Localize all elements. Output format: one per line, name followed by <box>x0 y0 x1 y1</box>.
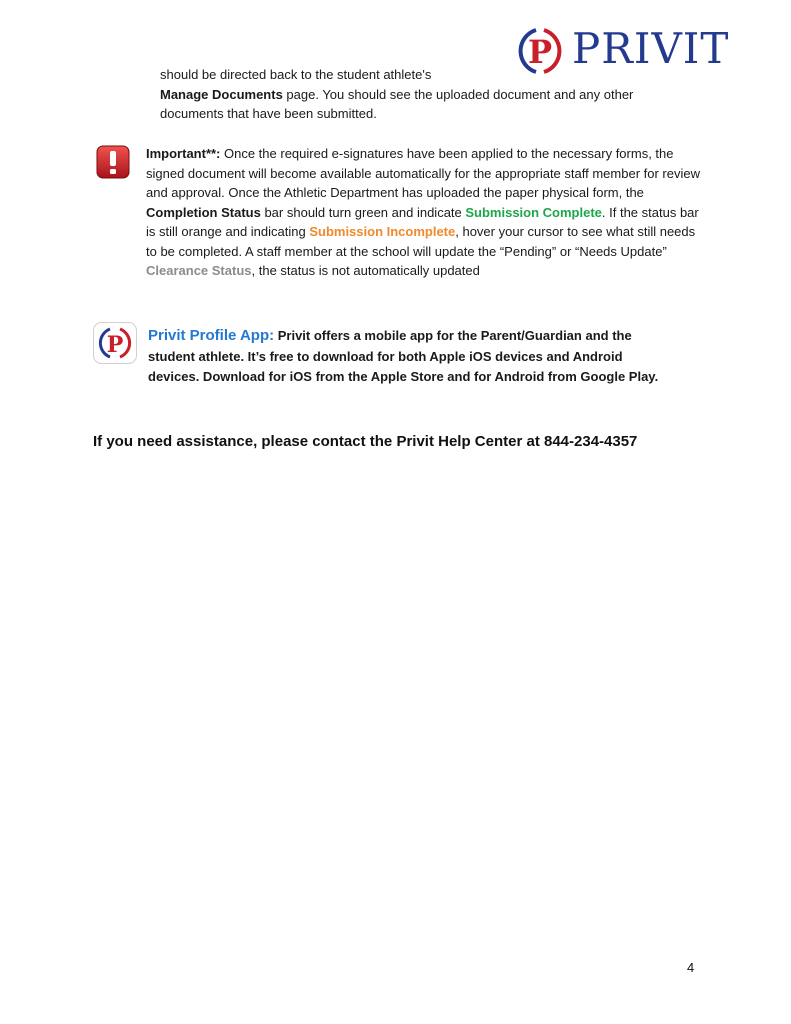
important-text-1: Once the required e-signatures have been applied to the necessary forms, the signed document will become available automatically for the appropriate staff member for review and approval. Once the Athletic Department has uploaded the paper physical form, the <box>146 146 700 200</box>
profile-app-line1: Privit offers a mobile app for the Parent/Guardian and the <box>274 328 632 343</box>
important-label: Important**: <box>146 146 221 161</box>
svg-text:P: P <box>106 332 124 358</box>
important-text-3: . If the status bar is still orange and indicating <box>146 204 699 239</box>
manage-documents-paragraph <box>160 65 680 124</box>
logo-wordmark: PRIVIT <box>572 24 730 73</box>
exclamation-icon <box>96 145 130 179</box>
help-center-contact: If you need assistance, please contact the Privit Help Center at 844-234-4357 <box>93 433 638 450</box>
manage-documents-label: Manage Documents <box>160 86 283 102</box>
para1-text-start: should be directed back to the student athlete's <box>160 67 432 82</box>
profile-app-lead <box>116 326 676 347</box>
important-text-5: , the status is not automatically updated <box>251 263 480 278</box>
clearance-status-label: Clearance Status <box>146 263 252 278</box>
page-number: 4 <box>687 960 695 975</box>
important-paragraph <box>146 144 706 281</box>
submission-complete-label: Submission Complete <box>465 204 602 220</box>
completion-status-label: Completion Status <box>146 204 261 220</box>
profile-app-paragraph <box>116 326 676 388</box>
submission-incomplete-label: Submission Incomplete <box>309 224 456 239</box>
profile-app-line2: student athlete. It’s free to download for both Apple iOS devices and Android devices. Download for iOS from the Apple Store and for Android from Google Play. <box>148 348 659 384</box>
logo-mark-letter: P <box>527 33 553 71</box>
important-text-2: bar should turn green and indicate <box>260 204 466 220</box>
important-text-4: , hover your cursor to see what still needs to be completed. A staff member at the school will update the “Pending” or “Needs Update” <box>146 224 696 259</box>
profile-app-title: Privit Profile App: <box>148 327 275 344</box>
para1-text-end: page. You should see the uploaded document and any other documents that have been submitted. <box>160 86 634 121</box>
